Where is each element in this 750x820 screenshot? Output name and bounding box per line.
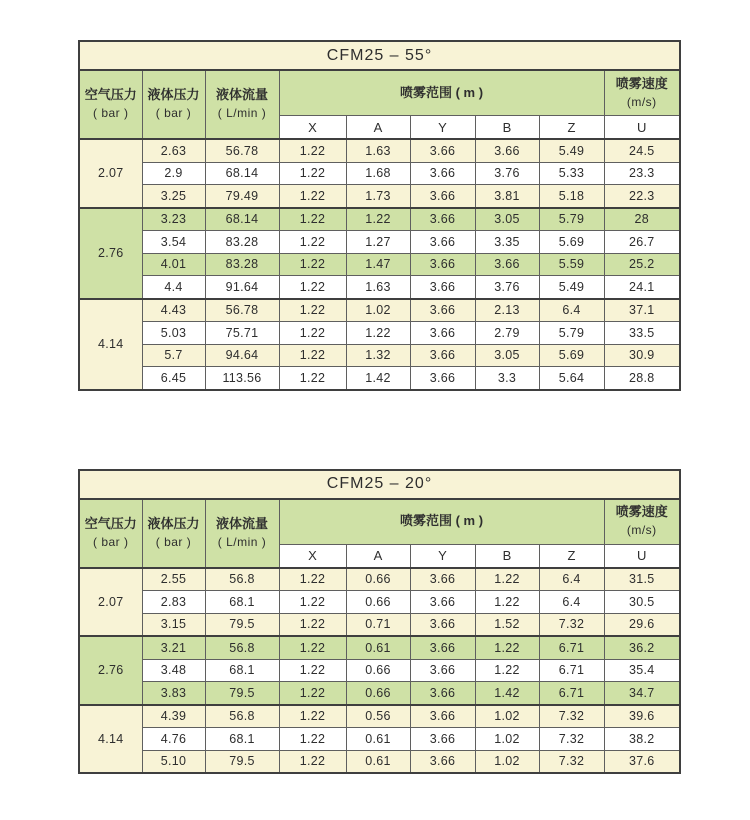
- air-pressure-group-cell: 2.76: [79, 208, 142, 299]
- table-cell: 1.22: [279, 299, 346, 322]
- table-cell: 1.22: [279, 276, 346, 299]
- table-cell: 38.2: [604, 728, 680, 751]
- table-cell: 1.47: [346, 253, 410, 276]
- table-cell: 36.2: [604, 636, 680, 659]
- table-cell: 7.32: [539, 750, 604, 773]
- flow-unit: ( L/min ): [217, 534, 267, 549]
- table-cell: 2.83: [142, 591, 205, 614]
- table-cell: 0.61: [346, 728, 410, 751]
- table-cell: 94.64: [205, 344, 279, 367]
- table-cell: 1.22: [279, 591, 346, 614]
- col-b-header: B: [475, 116, 539, 140]
- table-cell: 1.02: [475, 750, 539, 773]
- table-cell: 5.33: [539, 162, 604, 185]
- table-cell: 31.5: [604, 568, 680, 591]
- table-cell: 37.1: [604, 299, 680, 322]
- table-row: [79, 613, 680, 636]
- flow-header: [205, 499, 279, 568]
- col-a-header: A: [346, 116, 410, 140]
- table-cell: 1.22: [279, 682, 346, 705]
- table-row: [79, 367, 680, 390]
- table-cell: 3.66: [410, 322, 475, 345]
- table-cell: 0.56: [346, 705, 410, 728]
- table-cell: 1.22: [279, 139, 346, 162]
- table-cell: 3.35: [475, 231, 539, 254]
- table-cell: 3.66: [410, 185, 475, 208]
- table-cell: 33.5: [604, 322, 680, 345]
- table-cell: 83.28: [205, 231, 279, 254]
- table-cell: 3.66: [410, 367, 475, 390]
- table-row: [79, 636, 680, 659]
- table-cell: 1.68: [346, 162, 410, 185]
- table-cell: 1.22: [279, 613, 346, 636]
- table-cell: 5.7: [142, 344, 205, 367]
- table-cell: 3.66: [410, 750, 475, 773]
- table-cell: 3.3: [475, 367, 539, 390]
- table-cell: 30.5: [604, 591, 680, 614]
- table-cell: 4.76: [142, 728, 205, 751]
- table-cell: 56.78: [205, 299, 279, 322]
- table-cell: 5.18: [539, 185, 604, 208]
- spray-speed-header: [604, 70, 680, 116]
- table-title-row: [79, 470, 680, 499]
- table-cell: 7.32: [539, 705, 604, 728]
- table-cell: 4.43: [142, 299, 205, 322]
- table-cell: 1.52: [475, 613, 539, 636]
- table-cell: 23.3: [604, 162, 680, 185]
- table-cell: 30.9: [604, 344, 680, 367]
- table-cell: 0.66: [346, 591, 410, 614]
- table-cell: 1.22: [279, 568, 346, 591]
- table-cell: 3.76: [475, 276, 539, 299]
- liquid-pressure-header: [142, 499, 205, 568]
- table-cell: 34.7: [604, 682, 680, 705]
- table-cell: 5.79: [539, 322, 604, 345]
- col-x-header: X: [279, 116, 346, 140]
- table-cell: 4.39: [142, 705, 205, 728]
- table-cell: 2.79: [475, 322, 539, 345]
- air-pressure-group-cell: 4.14: [79, 705, 142, 774]
- air-pressure-group-cell: 4.14: [79, 299, 142, 390]
- table-row: [79, 568, 680, 591]
- table-cell: 5.69: [539, 231, 604, 254]
- table-cell: 3.15: [142, 613, 205, 636]
- table-cell: 1.32: [346, 344, 410, 367]
- table-cell: 3.66: [410, 139, 475, 162]
- table-row: [79, 208, 680, 231]
- table-row: [79, 185, 680, 208]
- table-cell: 28: [604, 208, 680, 231]
- table-cell: 56.8: [205, 705, 279, 728]
- table-row: [79, 299, 680, 322]
- table-cell: 3.66: [410, 636, 475, 659]
- table-title: CFM25 – 20°: [79, 470, 680, 499]
- air-pressure-label: 空气压力: [84, 515, 137, 531]
- table-cell: 3.66: [410, 344, 475, 367]
- table-cell: 56.78: [205, 139, 279, 162]
- table-cell: 1.27: [346, 231, 410, 254]
- table-cell: 7.32: [539, 613, 604, 636]
- table-cell: 79.49: [205, 185, 279, 208]
- table-cell: 6.4: [539, 299, 604, 322]
- table-cell: 5.49: [539, 276, 604, 299]
- table-cell: 1.22: [475, 659, 539, 682]
- table-cell: 3.66: [410, 162, 475, 185]
- table-cell: 24.5: [604, 139, 680, 162]
- table-cell: 5.69: [539, 344, 604, 367]
- table-cell: 5.79: [539, 208, 604, 231]
- table-row: [79, 344, 680, 367]
- col-b-header: B: [475, 544, 539, 568]
- air-pressure-group-cell: 2.07: [79, 568, 142, 637]
- table-row: [79, 705, 680, 728]
- table-cell: 68.14: [205, 208, 279, 231]
- table-cell: 1.22: [475, 568, 539, 591]
- table-cell: 29.6: [604, 613, 680, 636]
- table-cell: 3.66: [410, 208, 475, 231]
- table-cell: 0.61: [346, 636, 410, 659]
- table-cell: 68.1: [205, 728, 279, 751]
- air-pressure-label: 空气压力: [84, 87, 137, 103]
- cfm25-55-table: [78, 40, 681, 391]
- table-cell: 6.4: [539, 591, 604, 614]
- table-cell: 3.76: [475, 162, 539, 185]
- table-cell: 56.8: [205, 568, 279, 591]
- col-y-header: Y: [410, 544, 475, 568]
- table-cell: 79.5: [205, 750, 279, 773]
- table-cell: 3.66: [410, 568, 475, 591]
- table-cell: 0.66: [346, 568, 410, 591]
- table-row: [79, 322, 680, 345]
- table-cell: 5.49: [539, 139, 604, 162]
- table-cell: 1.22: [279, 322, 346, 345]
- table-cell: 22.3: [604, 185, 680, 208]
- table-cell: 1.22: [346, 322, 410, 345]
- table-cell: 91.64: [205, 276, 279, 299]
- table-row: [79, 728, 680, 751]
- spray-speed-unit: (m/s): [626, 523, 657, 538]
- table-cell: 1.22: [279, 344, 346, 367]
- table-cell: 2.9: [142, 162, 205, 185]
- table-cell: 2.13: [475, 299, 539, 322]
- table-cell: 7.32: [539, 728, 604, 751]
- table-cell: 3.66: [410, 591, 475, 614]
- table-cell: 1.63: [346, 276, 410, 299]
- table-cell: 1.22: [279, 659, 346, 682]
- table-row: [79, 591, 680, 614]
- table-cell: 28.8: [604, 367, 680, 390]
- flow-unit: ( L/min ): [217, 106, 267, 121]
- table-cell: 3.66: [410, 682, 475, 705]
- table-cell: 0.71: [346, 613, 410, 636]
- table-cell: 4.4: [142, 276, 205, 299]
- table-cell: 56.8: [205, 636, 279, 659]
- air-pressure-unit: ( bar ): [92, 106, 129, 121]
- col-y-header: Y: [410, 116, 475, 140]
- liquid-pressure-label: 液体压力: [147, 515, 200, 531]
- table-cell: 1.63: [346, 139, 410, 162]
- table-cell: 3.66: [410, 728, 475, 751]
- table-cell: 5.59: [539, 253, 604, 276]
- flow-label: 液体流量: [215, 87, 268, 103]
- table-cell: 1.02: [346, 299, 410, 322]
- table-cell: 2.63: [142, 139, 205, 162]
- flow-label: 液体流量: [215, 515, 268, 531]
- table-cell: 1.22: [279, 208, 346, 231]
- table-cell: 1.22: [475, 591, 539, 614]
- table-cell: 3.66: [475, 139, 539, 162]
- table-title: CFM25 – 55°: [79, 41, 680, 70]
- cfm25-20-table: [78, 469, 681, 775]
- table-cell: 3.05: [475, 344, 539, 367]
- table-cell: 1.22: [279, 728, 346, 751]
- table-cell: 6.71: [539, 682, 604, 705]
- table-cell: 68.14: [205, 162, 279, 185]
- table-cell: 0.66: [346, 682, 410, 705]
- table-row: [79, 276, 680, 299]
- spray-speed-label: 喷雾速度: [615, 75, 668, 91]
- table-cell: 68.1: [205, 591, 279, 614]
- table-row: [79, 682, 680, 705]
- table-cell: 3.21: [142, 636, 205, 659]
- table-cell: 4.01: [142, 253, 205, 276]
- table-cell: 3.66: [410, 659, 475, 682]
- table-cell: 1.22: [475, 636, 539, 659]
- air-pressure-header: [79, 499, 142, 568]
- table-body: [79, 139, 680, 390]
- table-cell: 79.5: [205, 682, 279, 705]
- table-cell: 24.1: [604, 276, 680, 299]
- col-u-header: U: [604, 544, 680, 568]
- table-row: [79, 750, 680, 773]
- table-cell: 1.42: [346, 367, 410, 390]
- table-cell: 1.22: [279, 185, 346, 208]
- table-cell: 3.83: [142, 682, 205, 705]
- table-cell: 5.03: [142, 322, 205, 345]
- table-cell: 1.22: [279, 636, 346, 659]
- table-cell: 0.66: [346, 659, 410, 682]
- col-x-header: X: [279, 544, 346, 568]
- table-cell: 3.66: [410, 613, 475, 636]
- table-cell: 3.66: [410, 705, 475, 728]
- col-u-header: U: [604, 116, 680, 140]
- table-cell: 5.64: [539, 367, 604, 390]
- col-z-header: Z: [539, 544, 604, 568]
- liquid-pressure-unit: ( bar ): [155, 534, 192, 549]
- table-cell: 26.7: [604, 231, 680, 254]
- spray-range-header: 喷雾范围 ( m ): [279, 70, 604, 116]
- table-row: [79, 659, 680, 682]
- table-cell: 35.4: [604, 659, 680, 682]
- table-cell: 1.22: [279, 231, 346, 254]
- table-cell: 25.2: [604, 253, 680, 276]
- air-pressure-header: [79, 70, 142, 139]
- table-header-row: [79, 499, 680, 545]
- table-body: [79, 568, 680, 774]
- table-cell: 3.23: [142, 208, 205, 231]
- table-row: [79, 139, 680, 162]
- table-cell: 1.73: [346, 185, 410, 208]
- table-cell: 68.1: [205, 659, 279, 682]
- table-cell: 1.22: [279, 750, 346, 773]
- table-cell: 1.02: [475, 728, 539, 751]
- flow-header: [205, 70, 279, 139]
- table-cell: 3.66: [410, 299, 475, 322]
- air-pressure-group-cell: 2.07: [79, 139, 142, 208]
- spray-speed-header: [604, 499, 680, 545]
- table-title-row: [79, 41, 680, 70]
- table-cell: 39.6: [604, 705, 680, 728]
- spray-range-header: 喷雾范围 ( m ): [279, 499, 604, 545]
- table-cell: 6.71: [539, 659, 604, 682]
- spray-speed-unit: (m/s): [626, 94, 657, 109]
- table-cell: 3.48: [142, 659, 205, 682]
- liquid-pressure-unit: ( bar ): [155, 106, 192, 121]
- air-pressure-unit: ( bar ): [92, 534, 129, 549]
- table-cell: 6.45: [142, 367, 205, 390]
- table-cell: 0.61: [346, 750, 410, 773]
- table-cell: 3.81: [475, 185, 539, 208]
- table-row: [79, 231, 680, 254]
- air-pressure-group-cell: 2.76: [79, 636, 142, 705]
- table-cell: 1.22: [346, 208, 410, 231]
- table-cell: 75.71: [205, 322, 279, 345]
- table-cell: 37.6: [604, 750, 680, 773]
- col-z-header: Z: [539, 116, 604, 140]
- table-cell: 83.28: [205, 253, 279, 276]
- table-header-row: [79, 70, 680, 116]
- table-cell: 1.22: [279, 162, 346, 185]
- table-cell: 79.5: [205, 613, 279, 636]
- table-cell: 3.66: [475, 253, 539, 276]
- liquid-pressure-label: 液体压力: [147, 87, 200, 103]
- table-cell: 6.4: [539, 568, 604, 591]
- table-cell: 3.66: [410, 231, 475, 254]
- table-cell: 3.05: [475, 208, 539, 231]
- table-cell: 1.02: [475, 705, 539, 728]
- table-cell: 2.55: [142, 568, 205, 591]
- spray-speed-label: 喷雾速度: [615, 504, 668, 520]
- table-cell: 1.22: [279, 253, 346, 276]
- table-cell: 3.25: [142, 185, 205, 208]
- table-cell: 1.22: [279, 367, 346, 390]
- table-cell: 113.56: [205, 367, 279, 390]
- table-cell: 1.22: [279, 705, 346, 728]
- table-cell: 3.54: [142, 231, 205, 254]
- table-cell: 3.66: [410, 253, 475, 276]
- table-cell: 1.42: [475, 682, 539, 705]
- table-cell: 6.71: [539, 636, 604, 659]
- table-cell: 3.66: [410, 276, 475, 299]
- table-cell: 5.10: [142, 750, 205, 773]
- table-row: [79, 253, 680, 276]
- liquid-pressure-header: [142, 70, 205, 139]
- col-a-header: A: [346, 544, 410, 568]
- table-row: [79, 162, 680, 185]
